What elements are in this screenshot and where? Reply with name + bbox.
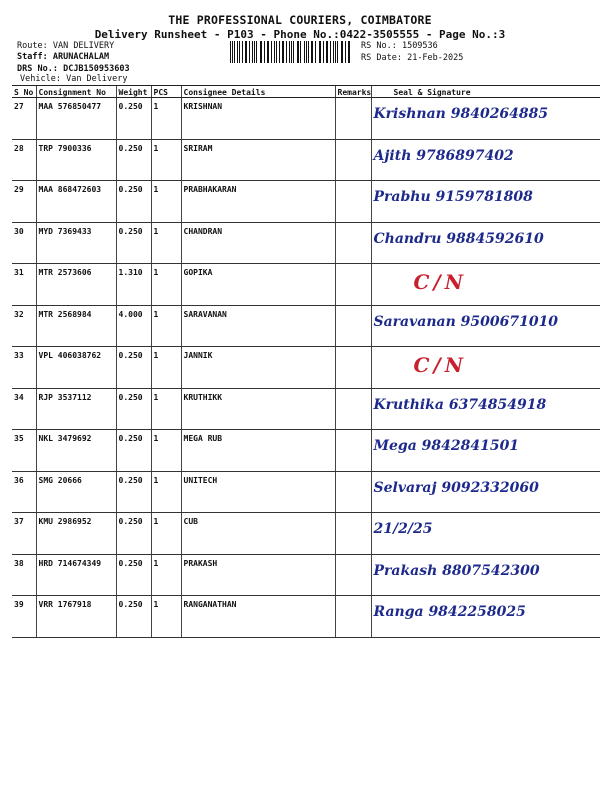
weight-cell: 0.250 (116, 347, 151, 389)
rs-date-info (361, 53, 463, 63)
barcode-image (230, 41, 352, 63)
handwritten-signature: Krishnan 9840264885 (373, 106, 549, 122)
consignment-cell: MTR 2573606 (36, 264, 116, 306)
weight-cell: 0.250 (116, 388, 151, 430)
consignee-cell: PRAKASH (181, 554, 335, 596)
sno-cell: 34 (12, 388, 36, 430)
sno-cell: 37 (12, 513, 36, 555)
weight-cell: 0.250 (116, 554, 151, 596)
remarks-cell (335, 305, 371, 347)
consignee-cell: SARAVANAN (181, 305, 335, 347)
weight-cell: 0.250 (116, 596, 151, 638)
route-info (17, 41, 114, 51)
consignment-cell: HRD 714674349 (36, 554, 116, 596)
col-header-sno: S No (12, 86, 36, 98)
remarks-cell (335, 430, 371, 472)
drs-label: DRS No.: (17, 64, 58, 74)
signature-cell (371, 430, 600, 472)
vehicle-label: Vehicle: (20, 74, 61, 84)
signature-cell (371, 554, 600, 596)
barcode-bar (349, 41, 350, 63)
signature-cell (371, 264, 600, 306)
staff-value: ARUNACHALAM (52, 52, 110, 62)
pcs-cell: 1 (151, 98, 181, 140)
table-row (12, 513, 600, 555)
consignment-cell: VRR 1767918 (36, 596, 116, 638)
barcode-bar (239, 41, 240, 63)
table-row (12, 596, 600, 638)
sno-cell: 39 (12, 596, 36, 638)
signature-cell (371, 98, 600, 140)
barcode-bar (300, 41, 301, 63)
table-row (12, 139, 600, 181)
barcode-bar (252, 41, 253, 63)
staff-label: Staff: (17, 52, 48, 62)
consignee-cell: JANNIK (181, 347, 335, 389)
handwritten-signature: Saravanan 9500671010 (373, 313, 559, 330)
runsheet-subtitle: Delivery Runsheet - P103 - Phone No.:0422-3505555 - Page No.:3 (94, 28, 506, 41)
handwritten-signature: Prabhu 9159781808 (373, 189, 533, 205)
pcs-cell: 1 (151, 471, 181, 513)
consignee-cell: PRABHAKARAN (181, 181, 335, 223)
rs-no-info (361, 41, 438, 51)
barcode-bar (312, 41, 313, 63)
signature-cell (371, 181, 600, 223)
remarks-cell (335, 222, 371, 264)
runsheet-title: THE PROFESSIONAL COURIERS, COIMBATORE (168, 13, 432, 27)
barcode-bar (256, 41, 257, 63)
barcode-bar (279, 41, 280, 63)
barcode-bar (264, 41, 265, 63)
remarks-cell (335, 264, 371, 306)
consignment-cell: MAA 868472603 (36, 181, 116, 223)
weight-cell: 0.250 (116, 98, 151, 140)
consignee-cell: MEGA RUB (181, 430, 335, 472)
pcs-cell: 1 (151, 388, 181, 430)
handwritten-signature: Ajith 9786897402 (373, 147, 514, 164)
consignment-cell: KMU 2986952 (36, 513, 116, 555)
table-header-row (12, 86, 600, 98)
pcs-cell: 1 (151, 181, 181, 223)
barcode-bar (333, 41, 334, 63)
weight-cell: 0.250 (116, 513, 151, 555)
col-header-weight: Weight (116, 86, 151, 98)
weight-cell: 0.250 (116, 471, 151, 513)
col-header-pcs: PCS (151, 86, 181, 98)
weight-cell: 0.250 (116, 222, 151, 264)
barcode-bar (342, 41, 343, 63)
consignment-cell: VPL 406038762 (36, 347, 116, 389)
pcs-cell: 1 (151, 554, 181, 596)
remarks-cell (335, 554, 371, 596)
consignee-cell: UNITECH (181, 471, 335, 513)
pcs-cell: 1 (151, 347, 181, 389)
consignee-cell: CHANDRAN (181, 222, 335, 264)
runsheet-table (12, 85, 600, 638)
table-row (12, 305, 600, 347)
weight-cell: 0.250 (116, 139, 151, 181)
signature-cell (371, 139, 600, 181)
table-row (12, 98, 600, 140)
staff-info (17, 52, 109, 62)
pcs-cell: 1 (151, 264, 181, 306)
barcode-bar (293, 41, 294, 63)
table-row (12, 430, 600, 472)
rs-date-label: RS Date: (361, 53, 402, 63)
table-row (12, 181, 600, 223)
barcode-bar (237, 41, 238, 63)
col-header-seal: Seal & Signature (371, 86, 600, 98)
pcs-cell: 1 (151, 596, 181, 638)
barcode-bar (289, 41, 290, 63)
consignee-cell: RANGANATHAN (181, 596, 335, 638)
sno-cell: 29 (12, 181, 36, 223)
weight-cell: 0.250 (116, 181, 151, 223)
handwritten-signature: Mega 9842841501 (373, 438, 520, 454)
handwritten-signature: Kruthika 6374854918 (373, 396, 547, 413)
signature-cell (371, 347, 600, 389)
consignment-cell: MAA 576850477 (36, 98, 116, 140)
table-row (12, 222, 600, 264)
barcode-bar (326, 41, 327, 63)
pcs-cell: 1 (151, 222, 181, 264)
sno-cell: 31 (12, 264, 36, 306)
consignee-cell: GOPIKA (181, 264, 335, 306)
remarks-cell (335, 596, 371, 638)
remarks-cell (335, 471, 371, 513)
handwritten-signature: C/N (413, 353, 468, 377)
remarks-cell (335, 388, 371, 430)
rs-no-value: 1509536 (401, 41, 438, 51)
consignment-cell: RJP 3537112 (36, 388, 116, 430)
rs-no-label: RS No.: (361, 41, 397, 51)
signature-cell (371, 596, 600, 638)
weight-cell: 1.310 (116, 264, 151, 306)
pcs-cell: 1 (151, 513, 181, 555)
signature-cell (371, 305, 600, 347)
consignment-cell: MTR 2568984 (36, 305, 116, 347)
weight-cell: 0.250 (116, 430, 151, 472)
pcs-cell: 1 (151, 430, 181, 472)
pcs-cell: 1 (151, 305, 181, 347)
remarks-cell (335, 181, 371, 223)
barcode-bar (271, 41, 272, 63)
remarks-cell (335, 513, 371, 555)
signature-cell (371, 222, 600, 264)
sno-cell: 28 (12, 139, 36, 181)
barcode-bar (230, 41, 231, 63)
vehicle-info (20, 74, 128, 84)
consignee-cell: CUB (181, 513, 335, 555)
sno-cell: 33 (12, 347, 36, 389)
handwritten-signature: 21/2/25 (373, 521, 433, 537)
drs-info (17, 64, 130, 74)
table-row (12, 554, 600, 596)
sno-cell: 30 (12, 222, 36, 264)
route-value: VAN DELIVERY (52, 41, 115, 51)
sno-cell: 27 (12, 98, 36, 140)
drs-value: DCJB150953603 (63, 64, 130, 74)
vehicle-value: Van Delivery (66, 74, 128, 84)
remarks-cell (335, 347, 371, 389)
signature-cell (371, 388, 600, 430)
rs-date-value: 21-Feb-2025 (407, 53, 464, 63)
barcode-bar (249, 41, 250, 63)
consignment-cell: SMG 20666 (36, 471, 116, 513)
handwritten-signature: Prakash 8807542300 (373, 562, 540, 579)
table-row (12, 388, 600, 430)
sno-cell: 35 (12, 430, 36, 472)
table-row (12, 347, 600, 389)
remarks-cell (335, 139, 371, 181)
consignee-cell: SRIRAM (181, 139, 335, 181)
consignment-cell: MYD 7369433 (36, 222, 116, 264)
pcs-cell: 1 (151, 139, 181, 181)
consignment-cell: NKL 3479692 (36, 430, 116, 472)
handwritten-signature: Chandru 9884592610 (373, 230, 544, 247)
weight-cell: 4.000 (116, 305, 151, 347)
table-row (12, 471, 600, 513)
handwritten-signature: Selvaraj 9092332060 (373, 479, 539, 496)
barcode-bar (319, 41, 320, 63)
consignee-cell: KRISHNAN (181, 98, 335, 140)
col-header-consignee: Consignee Details (181, 86, 335, 98)
barcode-bar (335, 41, 336, 63)
barcode-bar (304, 41, 305, 63)
consignment-cell: TRP 7900336 (36, 139, 116, 181)
consignee-cell: KRUTHIKK (181, 388, 335, 430)
route-label: Route: (17, 41, 48, 51)
remarks-cell (335, 98, 371, 140)
handwritten-signature: C/N (413, 270, 468, 294)
barcode-bar (276, 41, 277, 63)
signature-cell (371, 513, 600, 555)
table-row (12, 264, 600, 306)
col-header-remarks: Remarks (335, 86, 371, 98)
sno-cell: 36 (12, 471, 36, 513)
signature-cell (371, 471, 600, 513)
col-header-consignment: Consignment No (36, 86, 116, 98)
sno-cell: 38 (12, 554, 36, 596)
handwritten-signature: Ranga 9842258025 (373, 604, 526, 620)
sno-cell: 32 (12, 305, 36, 347)
